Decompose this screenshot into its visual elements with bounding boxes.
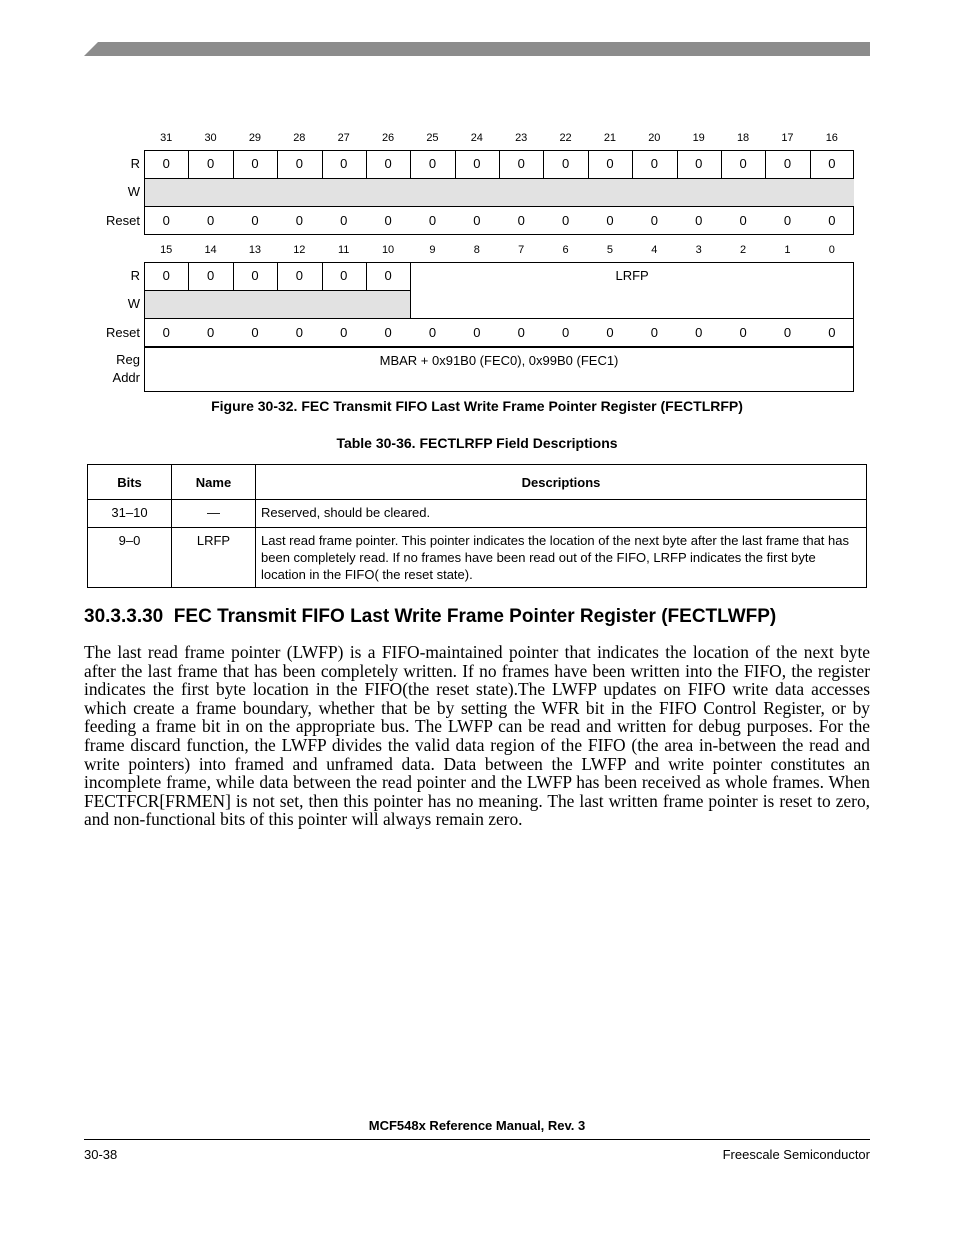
read-value: 0	[251, 156, 259, 171]
reset-value: 0	[295, 213, 303, 228]
register-address: MBAR + 0x91B0 (FEC0), 0x99B0 (FEC1)	[379, 353, 619, 368]
bit-number: 18	[736, 132, 750, 144]
cell-bits: 9–0	[88, 528, 172, 588]
read-value: 0	[340, 156, 348, 171]
reset-value: 0	[251, 213, 259, 228]
read-value: 0	[251, 268, 259, 283]
bit-number: 26	[381, 132, 395, 144]
field-label: LRFP	[615, 268, 649, 283]
bit-number: 12	[293, 244, 306, 256]
reset-value: 0	[606, 325, 614, 340]
reset-value: 0	[561, 325, 570, 340]
reset-value: 0	[428, 325, 437, 340]
read-value: 0	[295, 156, 303, 171]
reset-value: 0	[695, 213, 703, 228]
bit-number: 30	[204, 132, 217, 144]
reset-value: 0	[606, 213, 614, 228]
reset-value: 0	[428, 213, 437, 228]
reset-value: 0	[340, 213, 348, 228]
bit-number: 11	[337, 244, 350, 256]
read-value: 0	[828, 156, 836, 171]
read-value: 0	[384, 268, 392, 283]
bit-number: 8	[473, 244, 480, 256]
bit-number: 19	[692, 132, 705, 144]
footer-rule	[84, 1139, 870, 1140]
row-label-reg: Reg	[116, 352, 140, 367]
read-value: 0	[561, 156, 570, 171]
read-value: 0	[206, 268, 215, 283]
table-caption: Table 30-36. FECTLRFP Field Descriptions	[336, 435, 618, 451]
bit-number: 13	[248, 244, 262, 256]
table-row	[88, 528, 867, 588]
bit-number: 23	[515, 132, 528, 144]
section-heading: 30.3.3.30 FEC Transmit FIFO Last Write Frame Pointer Register (FECTLWFP)	[84, 606, 777, 627]
read-value: 0	[340, 268, 348, 283]
page-number: 30-38	[84, 1147, 118, 1162]
reset-value: 0	[473, 213, 481, 228]
cell-name: —	[172, 500, 256, 528]
reset-value: 0	[384, 213, 392, 228]
row-label-addr: Addr	[112, 370, 140, 385]
field-description-table	[87, 464, 867, 588]
reset-value: 0	[206, 213, 215, 228]
read-value: 0	[206, 156, 215, 171]
reset-value: 0	[384, 325, 392, 340]
bit-number: 15	[160, 244, 173, 256]
body-paragraph: The last read frame pointer (LWFP) is a FIFO-maintained pointer that indicates the location of the next byte after the last frame that has been completely written. If no frames have been written into the FIFO, the register indicates the first byte location in the FIFO(the reset state).The LWFP updates on FIFO write data accesses which create a frame boundary, whether that be by setting the WFR bit in the FIFO Control Register, or by feeding a frame bit in on the appropriate bus. The LWFP can be read and written for debug purposes. For the frame discard function, the LWFP divides the valid data region of the FIFO (the area in-between the read and write pointers) into framed and unframed data. Data between the LWFP and write pointer constitutes an incomplete frame, while data between the read pointer and the LWFP has been received as whole frames. When FECTFCR[FRMEN] is not set, then this pointer has no meaning. The last written frame pointer is reset to zero, and non-functional bits of this pointer will always remain zero.	[84, 642, 870, 830]
bit-number: 28	[293, 132, 306, 144]
reset-value: 0	[340, 325, 348, 340]
header-bits: Bits	[88, 465, 172, 500]
row-label-reset: Reset	[106, 213, 140, 228]
cell-bits: 31–10	[88, 500, 172, 528]
cell-name: LRFP	[172, 528, 256, 588]
bit-number: 3	[695, 244, 702, 256]
reset-value: 0	[162, 325, 170, 340]
read-value: 0	[783, 156, 792, 171]
row-label-r: R	[130, 268, 140, 283]
rw-divider	[144, 290, 410, 291]
reset-value: 0	[739, 325, 747, 340]
header-name: Name	[172, 465, 256, 500]
header-descriptions: Descriptions	[256, 465, 867, 500]
bit-number: 10	[381, 244, 395, 256]
bit-number: 2	[740, 244, 747, 256]
footer-company: Freescale Semiconductor	[722, 1147, 870, 1162]
reset-value: 0	[251, 325, 259, 340]
footer-title: MCF548x Reference Manual, Rev. 3	[368, 1118, 586, 1133]
bit-number: 21	[603, 132, 617, 144]
rw-divider	[144, 178, 854, 179]
read-value: 0	[695, 156, 703, 171]
bit-number: 29	[248, 132, 262, 144]
reset-value: 0	[828, 325, 836, 340]
bit-number: 24	[470, 132, 483, 144]
bit-number: 1	[784, 244, 791, 256]
table-row	[88, 500, 867, 528]
reset-value: 0	[828, 213, 836, 228]
bit-number: 6	[562, 244, 569, 256]
bit-number: 7	[518, 244, 525, 256]
row-label-r: R	[130, 156, 140, 171]
bit-number: 25	[426, 132, 439, 144]
row-label-reset: Reset	[106, 325, 140, 340]
read-value: 0	[428, 156, 437, 171]
row-label-w: W	[127, 184, 140, 199]
table-header-row	[88, 465, 867, 500]
read-value: 0	[517, 156, 525, 171]
read-value: 0	[295, 268, 303, 283]
reset-value: 0	[517, 213, 525, 228]
read-value: 0	[606, 156, 614, 171]
reset-value: 0	[650, 213, 658, 228]
reset-value: 0	[295, 325, 303, 340]
read-value: 0	[473, 156, 481, 171]
reset-value: 0	[695, 325, 703, 340]
reset-value: 0	[739, 213, 747, 228]
read-value: 0	[162, 156, 170, 171]
bit-number: 14	[204, 244, 217, 256]
bit-number: 22	[559, 132, 572, 144]
read-value: 0	[739, 156, 747, 171]
write-row-shade	[145, 290, 410, 318]
cell-description: Reserved, should be cleared.	[256, 500, 867, 528]
reset-value: 0	[650, 325, 658, 340]
write-row-shade	[145, 178, 854, 206]
bit-number: 5	[606, 244, 613, 256]
header-banner	[84, 42, 870, 56]
bit-number: 17	[781, 132, 794, 144]
row-label-w: W	[127, 296, 140, 311]
figure-caption: Figure 30-32. FEC Transmit FIFO Last Write Frame Pointer Register (FECTLRFP)	[211, 398, 743, 414]
cell-description: Last read frame pointer. This pointer indicates the location of the next byte after the last frame that has been completely read. If no frames have been read out of the FIFO, LRFP indicates the first byte location in the FIFO( the reset state).	[256, 528, 867, 588]
bit-number: 31	[160, 132, 173, 144]
reset-value: 0	[473, 325, 481, 340]
reset-value: 0	[561, 213, 570, 228]
reset-value: 0	[206, 325, 215, 340]
bit-number: 4	[651, 244, 658, 256]
reset-value: 0	[783, 325, 792, 340]
bit-number: 9	[429, 244, 436, 256]
read-value: 0	[650, 156, 658, 171]
reset-value: 0	[162, 213, 170, 228]
bit-number: 16	[825, 132, 838, 144]
reset-value: 0	[517, 325, 525, 340]
read-value: 0	[384, 156, 392, 171]
bit-number: 0	[828, 244, 835, 256]
bit-number: 27	[337, 132, 350, 144]
reset-value: 0	[783, 213, 792, 228]
read-value: 0	[162, 268, 170, 283]
bit-number: 20	[648, 132, 661, 144]
